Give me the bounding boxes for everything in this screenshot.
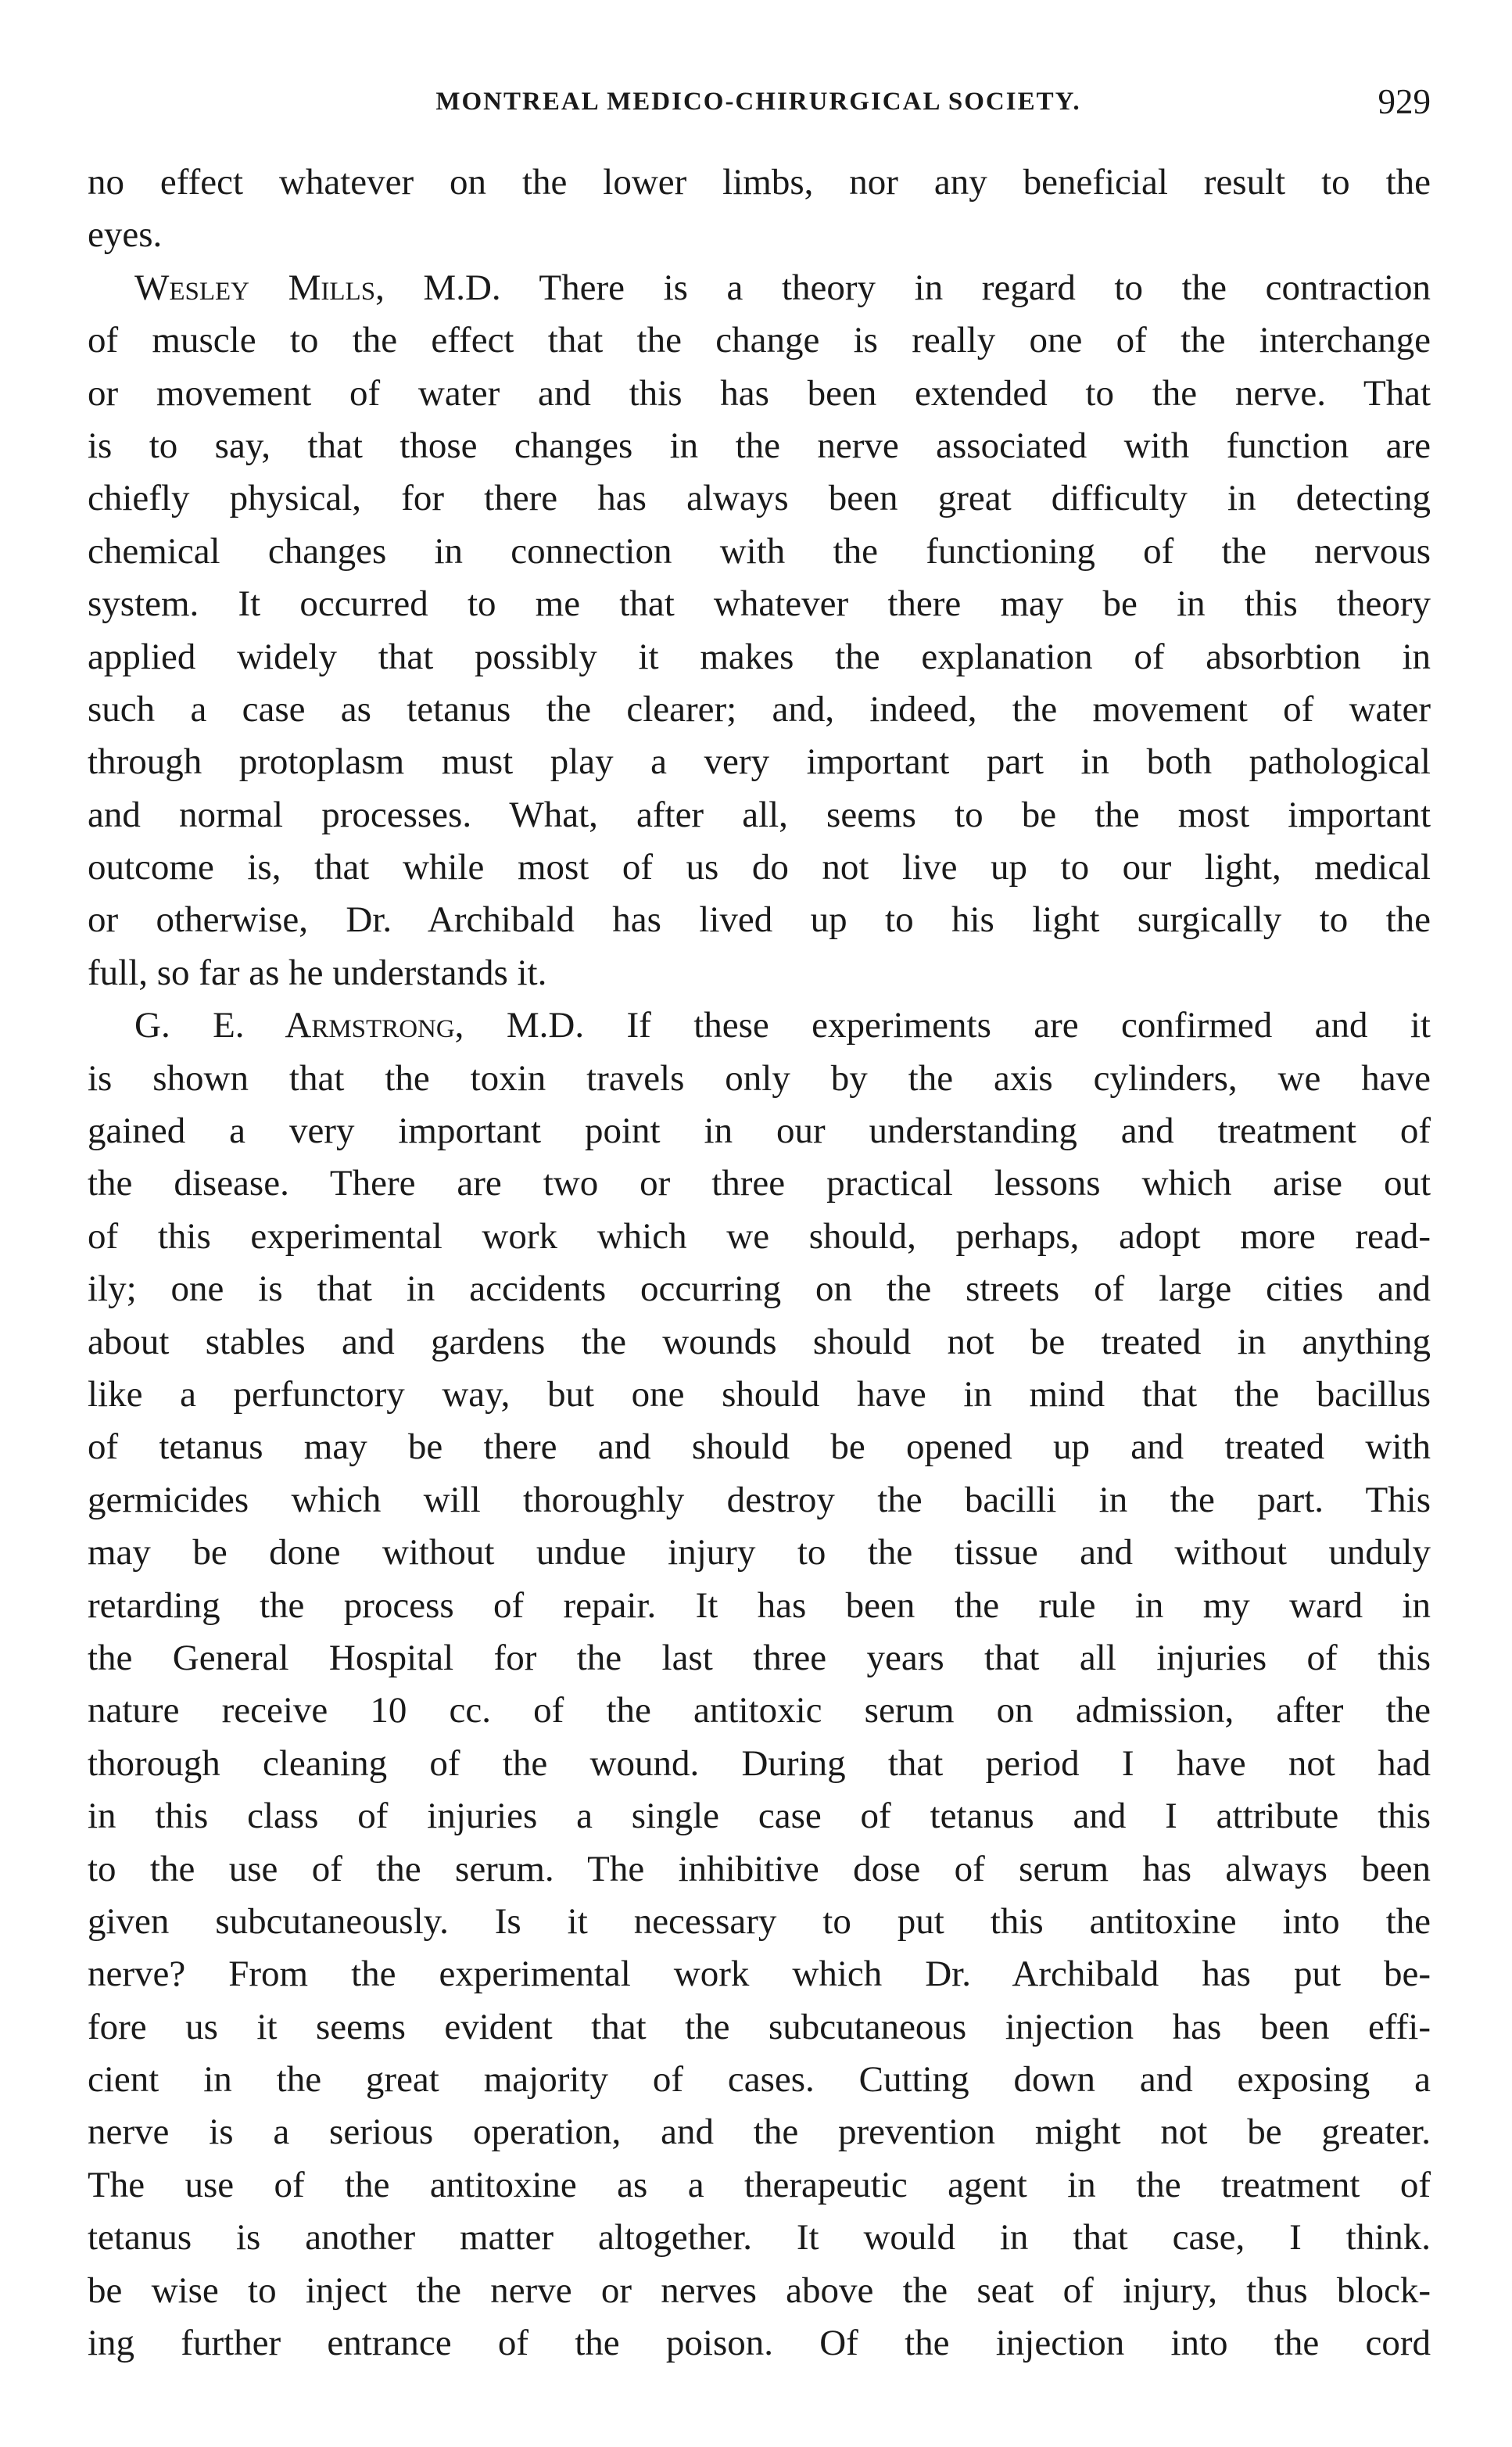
text-line: about stables and gardens the wounds should not be treated in anything (88, 1321, 1431, 1362)
speaker-name: G. E. Armstrong, (134, 1005, 464, 1046)
text-line: in this class of injuries a single case of tetanus and I attribute this (88, 1796, 1431, 1837)
text-line: the General Hospital for the last three years that all injuries of this (88, 1637, 1431, 1678)
text-line (88, 999, 1431, 1052)
text-line: is shown that the toxin travels only by the axis cylinders, we have (88, 1057, 1431, 1099)
text-line: retarding the process of repair. It has been the rule in my ward in (88, 1584, 1431, 1626)
text-line: no effect whatever on the lower limbs, nor any beneficial result to the (88, 162, 1431, 203)
text-line: eyes. (88, 214, 163, 256)
text-line: may be done without undue injury to the tissue and without unduly (88, 1532, 1431, 1573)
text-line: The use of the antitoxine as a therapeutic agent in the treatment of (88, 2164, 1431, 2205)
text-line: be wise to inject the nerve or nerves above the seat of injury, thus block- (88, 2269, 1431, 2311)
text-line: of muscle to the effect that the change is really one of the interchange (88, 320, 1431, 361)
text-line: ily; one is that in accidents occurring on the streets of large cities and (88, 1268, 1431, 1310)
body-text (88, 156, 1431, 2370)
text-line: the disease. There are two or three practical lessons which arise out (88, 1163, 1431, 1204)
speaker-name: Wesley Mills, (134, 267, 385, 308)
text-line: gained a very important point in our understanding and treatment of (88, 1110, 1431, 1152)
text-line: and normal processes. What, after all, seems to be the most important (88, 794, 1431, 835)
text-line: nature receive 10 cc. of the antitoxic serum on admission, after the (88, 1690, 1431, 1731)
text-line: of tetanus may be there and should be opened up and treated with (88, 1426, 1431, 1468)
running-title: MONTREAL MEDICO-CHIRURGICAL SOCIETY. (435, 88, 1081, 116)
text-line: germicides which will thoroughly destroy the bacilli in the part. This (88, 1479, 1431, 1520)
text-line: nerve is a serious operation, and the prevention might not be greater. (88, 2112, 1431, 2153)
text-line: tetanus is another matter altogether. It would in that case, I think. (88, 2217, 1431, 2259)
text-line: chiefly physical, for there has always been great difficulty in detecting (88, 478, 1431, 519)
text-line: cient in the great majority of cases. Cutting down and exposing a (88, 2059, 1431, 2101)
text-line: to the use of the serum. The inhibitive dose of serum has always been (88, 1848, 1431, 1889)
text-line: through protoplasm must play a very important part in both pathological (88, 741, 1431, 783)
text-line: given subcutaneously. Is it necessary to put this antitoxine into the (88, 1900, 1431, 1942)
text-line: full, so far as he understands it. (88, 952, 547, 993)
text-line: like a perfunctory way, but one should have in mind that the bacillus (88, 1373, 1431, 1415)
text-line: outcome is, that while most of us do not live up to our light, medical (88, 847, 1431, 888)
text-line: of this experimental work which we should, perhaps, adopt more read- (88, 1215, 1431, 1257)
text-line: is to say, that those changes in the nerve associated with function are (88, 425, 1431, 466)
text-line: or movement of water and this has been extended to the nerve. That (88, 372, 1431, 414)
line-text: M.D. If these experiments are confirmed and it (464, 1005, 1431, 1046)
text-line (88, 262, 1431, 314)
page-number: 929 (1378, 82, 1431, 121)
running-head (86, 78, 1431, 125)
text-line: or otherwise, Dr. Archibald has lived up to his light surgically to the (88, 899, 1431, 941)
text-line: thorough cleaning of the wound. During that period I have not had (88, 1742, 1431, 1784)
text-line: nerve? From the experimental work which Dr. Archibald has put be- (88, 1954, 1431, 1995)
text-line: applied widely that possibly it makes the explanation of absorbtion in (88, 636, 1431, 677)
text-line: system. It occurred to me that whatever there may be in this theory (88, 583, 1431, 625)
text-line: such a case as tetanus the clearer; and, indeed, the movement of water (88, 688, 1431, 730)
text-line: fore us it seems evident that the subcutaneous injection has been effi- (88, 2006, 1431, 2047)
text-line: chemical changes in connection with the functioning of the nervous (88, 530, 1431, 572)
text-line: ing further entrance of the poison. Of the injection into the cord (88, 2323, 1431, 2364)
line-text: M.D. There is a theory in regard to the contraction (384, 267, 1431, 308)
